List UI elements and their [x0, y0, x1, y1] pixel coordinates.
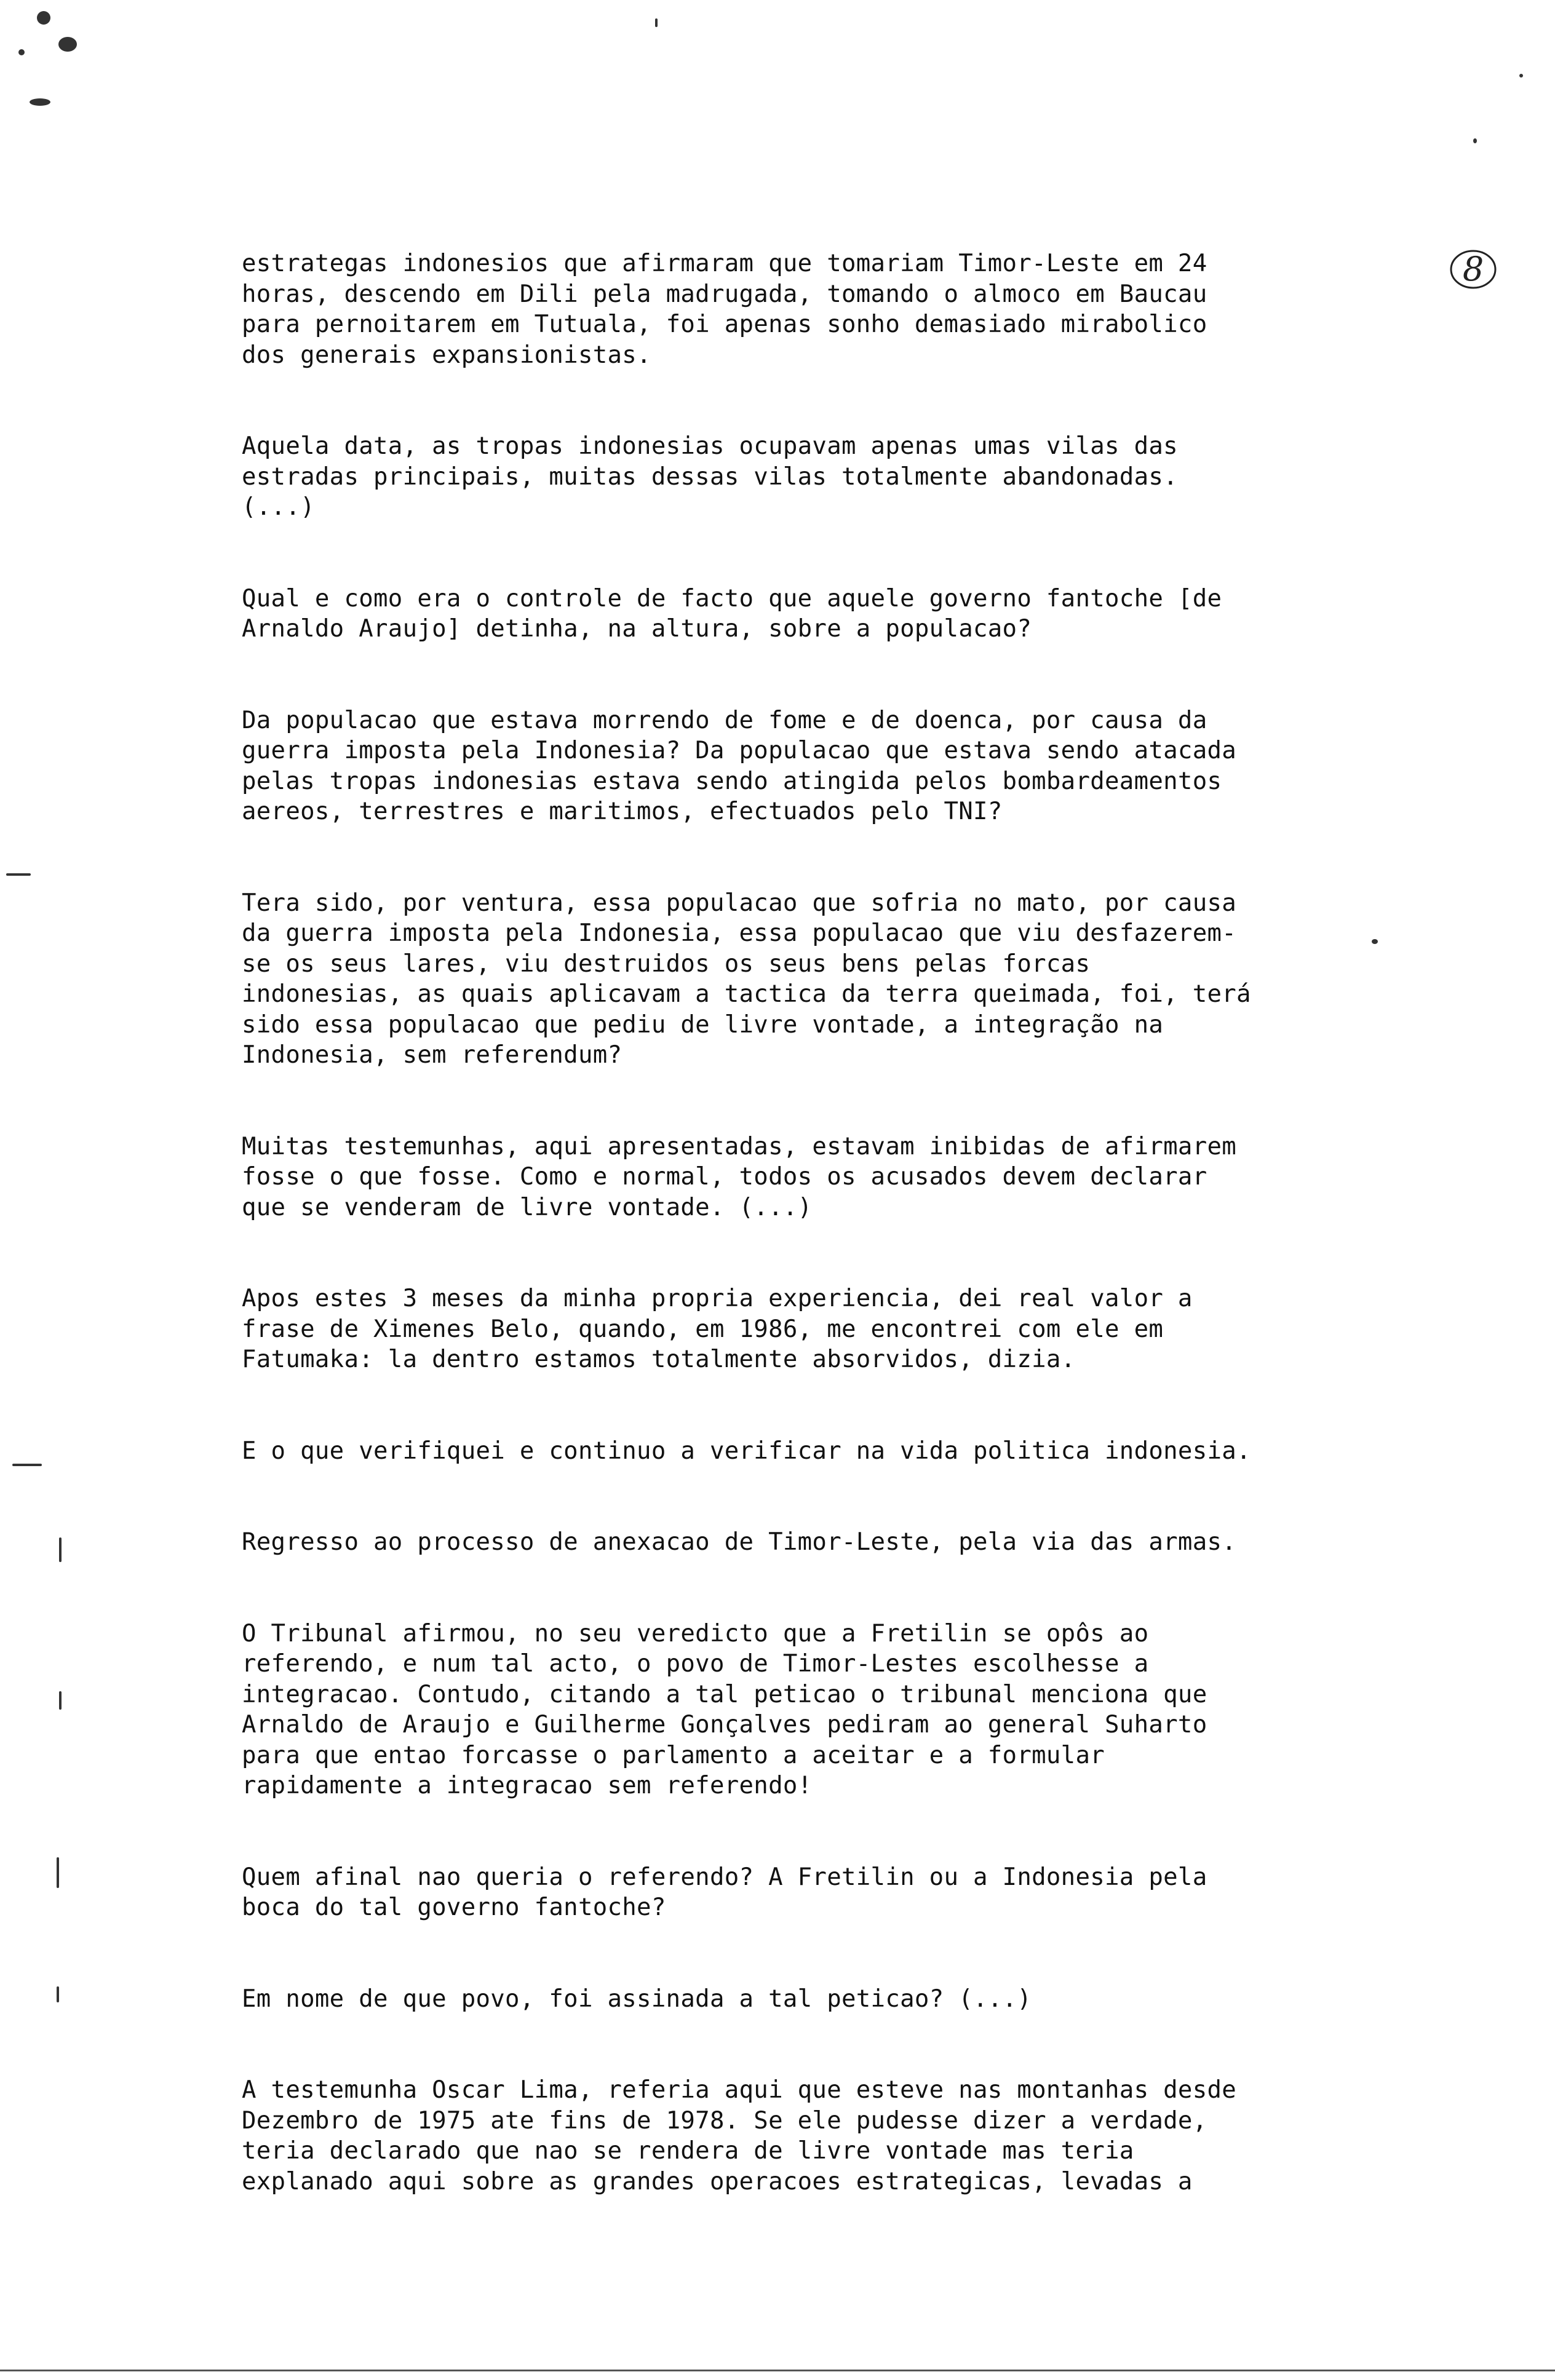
scan-speck	[655, 18, 658, 27]
page-number-label: 8	[1462, 250, 1484, 288]
text-line: Apos estes 3 meses da minha propria experiencia, dei real valor a	[242, 1285, 1193, 1312]
paragraph	[242, 1283, 1275, 1375]
scan-speck	[59, 1537, 62, 1562]
text-line: pelas tropas indonesias estava sendo atingida pelos bombardeamentos	[242, 767, 1222, 795]
scan-speck	[1372, 939, 1378, 944]
text-line: Indonesia, sem referendum?	[242, 1041, 622, 1069]
text-line: frase de Ximenes Belo, quando, em 1986, me encontrei com ele em	[242, 1315, 1164, 1343]
text-line: da guerra imposta pela Indonesia, essa populacao que viu desfazerem-	[242, 919, 1237, 947]
text-line: referendo, e num tal acto, o povo de Timor-Lestes escolhesse a	[242, 1650, 1149, 1678]
paragraph	[242, 584, 1275, 645]
text-line: estradas principais, muitas dessas vilas totalmente abandonadas.	[242, 462, 1178, 491]
scan-speck	[6, 873, 31, 876]
text-line: Quem afinal nao queria o referendo? A Fretilin ou a Indonesia pela	[242, 1863, 1207, 1891]
text-line: Dezembro de 1975 ate fins de 1978. Se ele pudesse dizer a verdade,	[242, 2106, 1207, 2135]
text-line: horas, descendo em Dili pela madrugada, tomando o almoco em Baucau	[242, 280, 1207, 308]
text-line: (...)	[242, 493, 315, 521]
text-line: boca do tal governo fantoche?	[242, 1894, 666, 1921]
paragraph	[242, 431, 1275, 523]
text-line: Arnaldo Araujo] detinha, na altura, sobre a populacao?	[242, 615, 1032, 643]
scan-speck	[1519, 74, 1523, 77]
text-line: aereos, terrestres e maritimos, efectuados pelo TNI?	[242, 798, 1003, 825]
scan-speck	[1473, 138, 1477, 143]
paragraph	[242, 248, 1275, 370]
text-line: teria declarado que nao se rendera de livre vontade mas teria	[242, 2137, 1134, 2165]
text-line: Arnaldo de Araujo e Guilherme Gonçalves pediram ao general Suharto	[242, 1711, 1207, 1739]
text-line: dos generais expansionistas.	[242, 341, 651, 369]
text-line: explanado aqui sobre as grandes operacoes estrategicas, levadas a	[242, 2167, 1193, 2196]
text-line: Fatumaka: la dentro estamos totalmente absorvidos, dizia.	[242, 1346, 1076, 1373]
paragraph	[242, 1984, 1275, 2015]
scan-speck	[57, 1986, 59, 2002]
text-line: Da populacao que estava morrendo de fome e de doenca, por causa da	[242, 706, 1207, 734]
text-line: Regresso ao processo de anexacao de Timor-Leste, pela via das armas.	[242, 1528, 1237, 1556]
paragraph	[242, 1862, 1275, 1923]
text-line: para pernoitarem em Tutuala, foi apenas sonho demasiado mirabolico	[242, 311, 1207, 338]
scan-speck	[37, 11, 50, 25]
scan-speck	[59, 1691, 62, 1710]
paragraph	[242, 888, 1275, 1071]
text-line: Tera sido, por ventura, essa populacao que sofria no mato, por causa	[242, 889, 1237, 917]
text-line: O Tribunal afirmou, no seu veredicto que a Fretilin se opôs ao	[242, 1619, 1149, 1648]
paragraph	[242, 1619, 1275, 1801]
text-line: fosse o que fosse. Como e normal, todos os acusados devem declarar	[242, 1163, 1207, 1191]
page-number-circle-icon	[1449, 245, 1498, 294]
text-line: se os seus lares, viu destruidos os seus bens pelas forcas	[242, 950, 1091, 978]
text-line: Aquela data, as tropas indonesias ocupavam apenas umas vilas das	[242, 432, 1178, 460]
text-line: rapidamente a integracao sem referendo!	[242, 1772, 813, 1799]
text-line: indonesias, as quais aplicavam a tactica da terra queimada, foi, terá	[242, 980, 1251, 1008]
bottom-edge-rule	[0, 2370, 1555, 2371]
scan-speck	[58, 37, 77, 52]
text-line: estrategas indonesios que afirmaram que tomariam Timor-Leste em 24	[242, 250, 1207, 277]
text-line: sido essa populacao que pediu de livre vontade, a integração na	[242, 1010, 1164, 1039]
text-line: que se venderam de livre vontade. (...)	[242, 1193, 813, 1221]
text-line: para que entao forcasse o parlamento a aceitar e a formular	[242, 1741, 1105, 1769]
scan-speck	[18, 49, 25, 55]
paragraph	[242, 2075, 1275, 2197]
page-number	[1449, 245, 1498, 294]
paragraph	[242, 1436, 1275, 1467]
scan-speck	[57, 1857, 59, 1888]
scan-speck	[12, 1464, 42, 1466]
text-line: Qual e como era o controle de facto que aquele governo fantoche [de	[242, 584, 1222, 613]
text-line: A testemunha Oscar Lima, referia aqui que esteve nas montanhas desde	[242, 2076, 1237, 2104]
paragraph	[242, 705, 1275, 827]
text-line: integracao. Contudo, citando a tal peticao o tribunal menciona que	[242, 1680, 1207, 1708]
body-text	[242, 248, 1275, 2258]
text-line: E o que verifiquei e continuo a verificar na vida politica indonesia.	[242, 1437, 1251, 1465]
text-line: Em nome de que povo, foi assinada a tal peticao? (...)	[242, 1985, 1032, 2013]
paragraph	[242, 1132, 1275, 1223]
scan-speck	[30, 98, 50, 106]
paragraph	[242, 1527, 1275, 1558]
text-line: Muitas testemunhas, aqui apresentadas, estavam inibidas de afirmarem	[242, 1132, 1237, 1160]
text-line: guerra imposta pela Indonesia? Da populacao que estava sendo atacada	[242, 737, 1237, 764]
